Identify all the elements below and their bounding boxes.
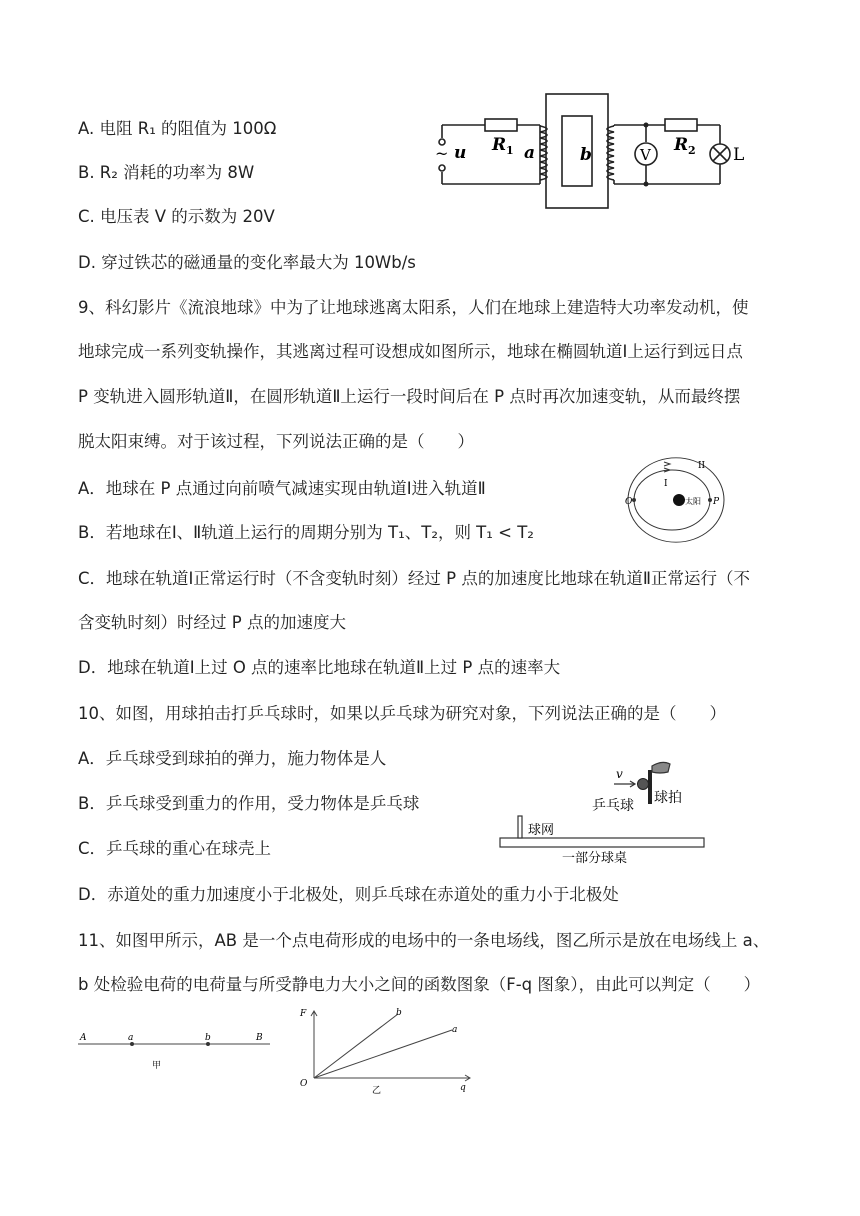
velocity-label: v <box>616 767 623 781</box>
field-line-figure <box>76 1028 272 1074</box>
net-label: 球网 <box>528 823 555 838</box>
q10-option-a: A．乒乓球受到球拍的弹力，施力物体是人 <box>78 749 387 768</box>
point-b-upper-label: B <box>256 1033 263 1043</box>
point-p-label: P <box>713 497 720 507</box>
ping-pong-figure <box>496 756 710 866</box>
point-o-label: O <box>625 497 633 507</box>
q9-option-c-line-1: C．地球在轨道Ⅰ正常运行时（不含变轨时刻）经过 P 点的加速度比地球在轨道Ⅱ正常运行（不 <box>78 569 750 588</box>
q9-stem-line-2: 地球完成一系列变轨操作，其逃离过程可设想成如图所示，地球在椭圆轨道Ⅰ上运行到远日点 <box>78 342 743 361</box>
line-a-label: a <box>452 1025 458 1035</box>
q10-option-b: B．乒乓球受到重力的作用，受力物体是乒乓球 <box>78 794 420 813</box>
q9-option-b: B．若地球在Ⅰ、Ⅱ轨道上运行的周期分别为 T₁、T₂，则 T₁ < T₂ <box>78 523 534 542</box>
q8-option-b: B. R₂ 消耗的功率为 8W <box>78 163 255 182</box>
r1-label: R <box>492 135 507 155</box>
q9-stem-line-1: 9、科幻影片《流浪地球》中为了让地球逃离太阳系，人们在地球上建造特大功率发动机，使 <box>78 298 749 317</box>
line-b-label: b <box>396 1008 402 1018</box>
paddle-label: 球拍 <box>654 790 682 806</box>
f-q-graph-figure <box>292 1004 476 1096</box>
sun-label: 太阳 <box>685 497 701 506</box>
ac-symbol: ~ <box>435 144 449 163</box>
q8-option-d: D. 穿过铁芯的磁通量的变化率最大为 10Wb/s <box>78 253 416 272</box>
transformer-circuit-figure <box>430 92 760 214</box>
point-a-upper-label: A <box>80 1033 87 1043</box>
r1-subscript: 1 <box>506 144 514 157</box>
q10-option-c: C．乒乓球的重心在球壳上 <box>78 839 272 858</box>
orbit-2-label: II <box>698 461 706 471</box>
q8-option-a: A. 电阻 R₁ 的阻值为 100Ω <box>78 119 277 138</box>
table-label: 一部分球桌 <box>562 851 628 866</box>
q9-option-c-line-2: 含变轨时刻）时经过 P 点的加速度大 <box>78 613 346 632</box>
lamp-label: L <box>733 145 745 165</box>
q9-option-d: D．地球在轨道Ⅰ上过 O 点的速率比地球在轨道Ⅱ上过 P 点的速率大 <box>78 658 561 677</box>
source-label: u <box>454 143 467 163</box>
q9-option-a: A．地球在 P 点通过向前喷气减速实现由轨道Ⅰ进入轨道Ⅱ <box>78 479 486 498</box>
q8-option-c: C. 电压表 V 的示数为 20V <box>78 207 275 226</box>
r2-subscript: 2 <box>688 144 696 157</box>
point-b-label: b <box>205 1033 211 1043</box>
coil-a-label: a <box>524 143 536 163</box>
orbit-figure <box>612 456 740 544</box>
f-axis-label: F <box>300 1009 307 1019</box>
q-axis-label: q <box>460 1083 466 1093</box>
r2-label: R <box>674 135 689 155</box>
point-a-label: a <box>128 1033 134 1043</box>
figure-yi-caption: 乙 <box>372 1086 382 1096</box>
q9-stem-line-3: P 变轨进入圆形轨道Ⅱ，在圆形轨道Ⅱ上运行一段时间后在 P 点时再次加速变轨，从而最终摆 <box>78 387 741 406</box>
q11-stem-line-2: b 处检验电荷的电荷量与所受静电力大小之间的函数图象（F-q 图象），由此可以判定（ ） <box>78 975 761 994</box>
q10-option-d: D．赤道处的重力加速度小于北极处，则乒乓球在赤道处的重力小于北极处 <box>78 885 619 904</box>
q11-stem-line-1: 11、如图甲所示，AB 是一个点电荷形成的电场中的一条电场线，图乙所示是放在电场线上 a、 <box>78 931 770 950</box>
q9-stem-line-4: 脱太阳束缚。对于该过程，下列说法正确的是（ ） <box>78 432 474 451</box>
coil-b-label: b <box>580 145 592 165</box>
voltmeter-label: V <box>640 146 651 164</box>
ball-label: 乒乓球 <box>592 798 634 814</box>
orbit-1-label: I <box>664 479 668 489</box>
figure-jia-caption: 甲 <box>152 1061 162 1071</box>
origin-label: O <box>300 1079 308 1089</box>
q10-stem: 10、如图，用球拍击打乒乓球时，如果以乒乓球为研究对象，下列说法正确的是（ ） <box>78 704 726 723</box>
